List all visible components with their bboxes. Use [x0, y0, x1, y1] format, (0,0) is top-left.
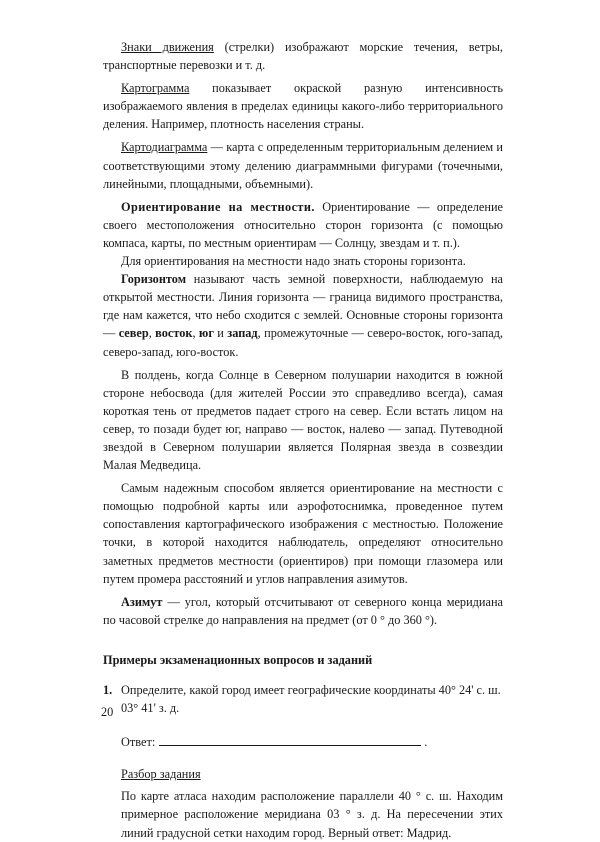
term-azimuth: Азимут	[121, 594, 163, 609]
paragraph-cartodiagram: Картодиаграмма — карта с определенным территориальным делением и соответствующими этому делению диаграммными фигурами (точечными, линейными, площадными, объемными).	[103, 140, 503, 191]
analysis-title: Разбор задания	[121, 767, 201, 782]
paragraph-map-orientation: Самым надежным способом является ориентирование на местности с помощью подробной карты или аэрофотоснимка, проведенное путем сопоставления картографического изображения с местностью. Положение точки, в которой находится наблюдатель, определяют относительно заметных предметов местности (ориентиров) при помощи глазомера или путем промера расстояний и углов направления азимутов.	[103, 481, 503, 586]
paragraph-horizon: Горизонтом называют часть земной поверхности, наблюдаемую на открытой местности. Линия горизонта — граница видимого пространства, где нам кажется, что небо сходится с землей. Основные стороны горизонта — север, восток, юг и запад, промежуточные — северо-восток, юго-запад, северо-запад, юго-восток.	[103, 272, 504, 359]
paragraph-orientation: Ориентирование на местности. Ориентирование — определение своего местоположения относительно сторон горизонта (с помощью компаса, карты, по местным ориентирам — Солнцу, звездам и т. п.).	[103, 199, 503, 250]
answer-blank-line[interactable]	[159, 734, 421, 746]
analysis-text: По карте атласа находим расположение параллели 40 ° с. ш. Находим примерное расположение меридиана 03 ° з. д. На пересечении этих линий градусной сетки находим город. Верный ответ: Мадрид.	[121, 789, 503, 840]
paragraph-cartogram: Картограмма показывает окраской разную интенсивность изображаемого явления в пределах единицы какого-либо территориального деления. Например, плотность населения страны.	[103, 81, 503, 132]
paragraph-movement-signs: Знаки движения (стрелки) изображают морские течения, ветры, транспортные перевозки и т. д.	[103, 40, 503, 73]
answer-label: Ответ:	[121, 735, 156, 750]
term-cartogram: Картограмма	[121, 81, 190, 96]
paragraph-azimuth: Азимут — угол, который отсчитывают от северного конца меридиана по часовой стрелке до направления на предмет (от 0 ° до 360 °).	[103, 594, 503, 627]
page-body	[103, 38, 503, 842]
term-horizon: Горизонтом	[121, 272, 187, 287]
question-text: Определите, какой город имеет географические координаты 40° 24' с. ш. 03° 41' з. д.	[121, 683, 501, 716]
term-west: запад	[227, 326, 258, 341]
term-north: север	[118, 326, 149, 341]
question-number: 1.	[103, 683, 113, 697]
paragraph-horizon-sides: Для ориентирования на местности надо знать стороны горизонта.	[121, 254, 466, 269]
term-east: восток	[155, 326, 193, 341]
term-cartodiagram: Картодиаграмма	[121, 140, 208, 155]
term-orientation: Ориентирование на местности.	[121, 199, 315, 214]
question-1	[103, 681, 503, 717]
section-title: Примеры экзаменационных вопросов и заданий	[103, 652, 373, 667]
answer-row: Ответ: .	[121, 735, 428, 750]
term-south: юг	[198, 326, 214, 341]
page-number: 20	[101, 705, 114, 719]
paragraph-noon: В полдень, когда Солнце в Северном полушарии находится в южной стороне небосвода (для жителей России это справедливо всегда), самая короткая тень от предметов падает строго на север. Если встать лицом на север, то позади будет юг, направо — восток, налево — запад. Путеводной звездой в Северном полушарии является Полярная звезда в созвездии Малая Медведица.	[103, 367, 503, 473]
term-movement-signs: Знаки движения	[121, 40, 214, 54]
